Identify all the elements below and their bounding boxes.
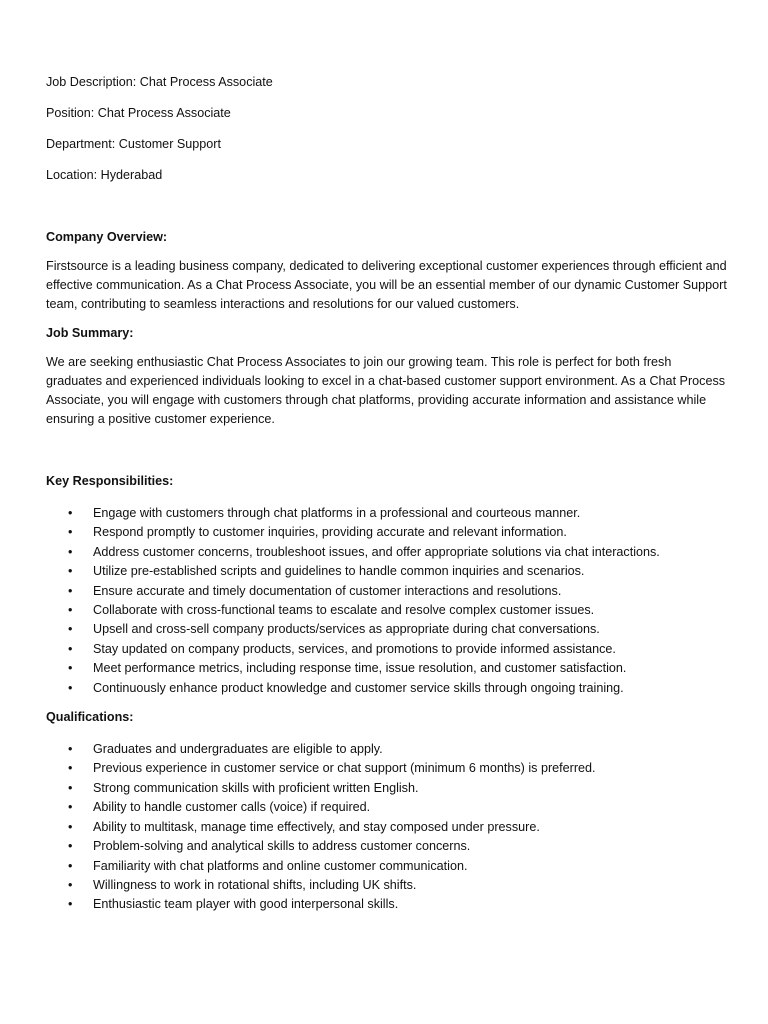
list-item — [46, 740, 730, 759]
list-item-text: Meet performance metrics, including response time, issue resolution, and customer satisfaction. — [93, 661, 627, 676]
list-item — [46, 562, 730, 581]
list-item-text: Stay updated on company products, services, and promotions to provide informed assistance. — [93, 641, 616, 656]
key-responsibilities-heading: Key Responsibilities: — [46, 474, 174, 488]
list-item — [46, 876, 730, 895]
bullet-icon: • — [68, 858, 73, 873]
bullet-icon: • — [68, 661, 73, 676]
list-item-text: Respond promptly to customer inquiries, providing accurate and relevant information. — [93, 525, 567, 540]
list-item — [46, 504, 730, 523]
list-item — [46, 582, 730, 601]
list-item-text: Enthusiastic team player with good interpersonal skills. — [93, 897, 399, 912]
responsibilities-list — [46, 504, 730, 698]
list-item-text: Utilize pre-established scripts and guidelines to handle common inquiries and scenarios. — [93, 564, 585, 579]
list-item — [46, 759, 730, 778]
list-item-text: Ability to handle customer calls (voice) if required. — [93, 800, 371, 815]
list-item-text: Problem-solving and analytical skills to address customer concerns. — [93, 839, 471, 854]
list-item — [46, 659, 730, 678]
list-item — [46, 601, 730, 620]
list-item-text: Address customer concerns, troubleshoot issues, and offer appropriate solutions via chat interactions. — [93, 544, 660, 559]
bullet-icon: • — [68, 544, 73, 559]
list-item-text: Ability to multitask, manage time effectively, and stay composed under pressure. — [93, 819, 540, 834]
list-item — [46, 837, 730, 856]
list-item-text: Familiarity with chat platforms and online customer communication. — [93, 858, 468, 873]
qualifications-heading: Qualifications: — [46, 710, 134, 725]
bullet-icon: • — [68, 506, 73, 520]
company-overview-heading: Company Overview: — [46, 230, 168, 244]
bullet-icon: • — [68, 603, 73, 618]
bullet-icon: • — [68, 877, 73, 892]
bullet-icon: • — [68, 780, 73, 795]
list-item — [46, 640, 730, 659]
list-item — [46, 523, 730, 542]
bullet-icon: • — [68, 564, 73, 579]
bullet-icon: • — [68, 761, 73, 776]
list-item-text: Collaborate with cross-functional teams to escalate and resolve complex customer issues. — [93, 603, 595, 618]
bullet-icon: • — [68, 622, 73, 637]
bullet-icon: • — [68, 525, 73, 540]
document-body — [46, 73, 730, 925]
job-summary-text: We are seeking enthusiastic Chat Process Associates to join our growing team. This role is perfect for both fresh graduates and experienced individuals looking to excel in a chat-based customer support environment. As a Chat Process Associate, you will engage with customers through chat platforms, providing accurate information and assistance while ensuring a positive customer experience. — [46, 355, 726, 426]
bullet-icon: • — [68, 839, 73, 854]
list-item — [46, 857, 730, 876]
list-item-text: Continuously enhance product knowledge and customer service skills through ongoing training. — [93, 680, 624, 695]
job-summary-heading: Job Summary: — [46, 326, 134, 340]
list-item-text: Previous experience in customer service or chat support (minimum 6 months) is preferred. — [93, 761, 596, 776]
list-item — [46, 620, 730, 639]
list-item — [46, 798, 730, 817]
bullet-icon: • — [68, 641, 73, 656]
list-item — [46, 779, 730, 798]
list-item — [46, 895, 730, 914]
list-item — [46, 818, 730, 837]
bullet-icon: • — [68, 897, 73, 912]
bullet-icon: • — [68, 742, 73, 757]
bullet-icon: • — [68, 583, 73, 598]
qualifications-list — [46, 740, 730, 915]
job-description-title: Job Description: Chat Process Associate — [46, 75, 273, 89]
bullet-icon: • — [68, 819, 73, 834]
bullet-icon: • — [68, 680, 73, 695]
position-line: Position: Chat Process Associate — [46, 106, 231, 120]
location-line: Location: Hyderabad — [46, 168, 163, 182]
list-item — [46, 679, 730, 698]
list-item-text: Strong communication skills with proficient written English. — [93, 780, 419, 795]
list-item-text: Upsell and cross-sell company products/services as appropriate during chat conversations. — [93, 622, 600, 637]
company-overview-text: Firstsource is a leading business company, dedicated to delivering exceptional customer experiences through efficient and effective communication. As a Chat Process Associate, you will be an essential member of our dynamic Customer Support team, contributing to seamless interactions and resolutions for our valued customers. — [46, 259, 727, 311]
list-item — [46, 543, 730, 562]
list-item-text: Graduates and undergraduates are eligible to apply. — [93, 742, 383, 757]
list-item-text: Willingness to work in rotational shifts, including UK shifts. — [93, 877, 417, 892]
list-item-text: Engage with customers through chat platforms in a professional and courteous manner. — [93, 506, 581, 520]
bullet-icon: • — [68, 800, 73, 815]
department-line: Department: Customer Support — [46, 137, 221, 151]
list-item-text: Ensure accurate and timely documentation of customer interactions and resolutions. — [93, 583, 562, 598]
